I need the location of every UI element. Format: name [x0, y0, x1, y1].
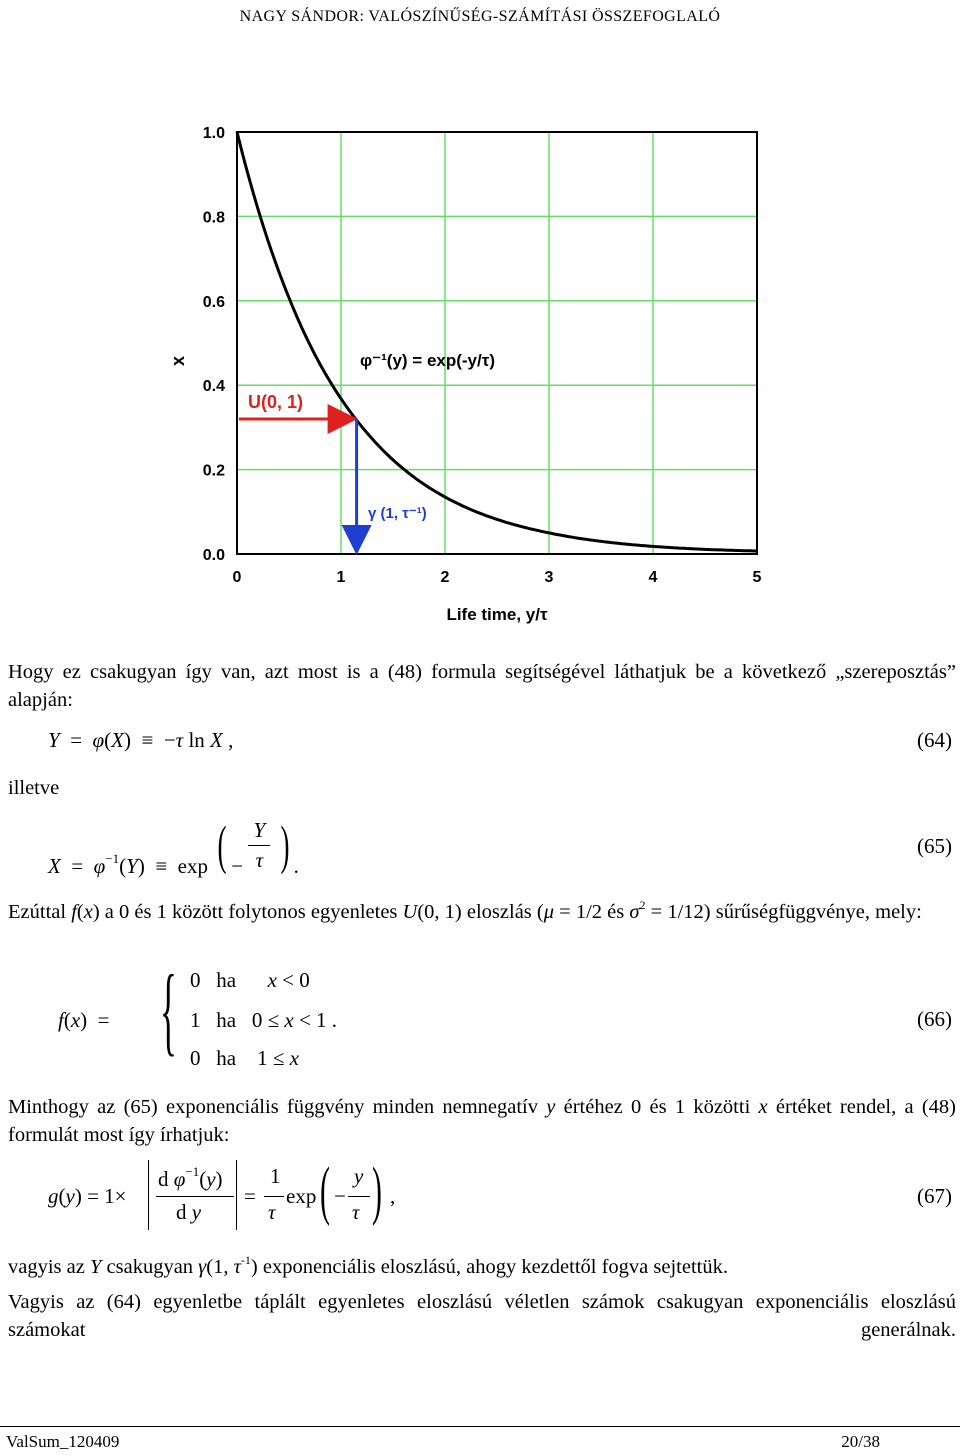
exponential-curve-figure [160, 110, 780, 640]
equation-65: $X = \varphi^{-1}(Y) \equiv \exp$ ( − $\frac{Y}{\tau}$ ) . [48, 815, 299, 878]
x-tick-labels [233, 569, 762, 586]
footer-doc-id: ValSum_120409 [6, 1432, 120, 1451]
gamma-label: γ (1, τ⁻¹) [368, 505, 427, 522]
x-tick-0: 0 [232, 569, 242, 586]
x-tick-3: 3 [544, 569, 554, 586]
y-tick-0.6: 0.6 [202, 293, 225, 311]
y-tick-labels [203, 125, 225, 564]
footer-page-number: 20/38 [841, 1432, 880, 1451]
y-tick-0.2: 0.2 [202, 462, 225, 480]
footer-divider [0, 1426, 960, 1427]
equation-66-number: (66) [917, 1007, 952, 1031]
x-tick-1: 1 [336, 569, 346, 586]
y-axis-label: x [168, 355, 188, 366]
paragraph-5: Vagyis az (64) egyenletbe táplált egyenletes eloszlású véletlen számok csakugyan exponenciális eloszlású számokat generálnak. [8, 1291, 956, 1341]
paragraph-1: Hogy ez csakugyan így van, azt most is a (48) formula segítségével láthatjuk be a következő „szereposztás” alapján: [8, 661, 956, 711]
chart-grid [237, 132, 757, 554]
paragraph-2: Ezúttal f(x) a 0 és 1 között folytonos egyenletes U(0, 1) eloszlás (μ = 1/2 és $\sigma^2 = 1/12$) sűrűségfüggvénye, mely: [8, 898, 922, 923]
equation-64: Y = φ(X) ≡ −τ ln X , [48, 728, 234, 752]
y-tick-0.0: 0.0 [202, 547, 225, 564]
plot-frame [237, 132, 757, 554]
header-author: NAGY SÁNDOR [239, 8, 360, 25]
paragraph-3: Minthogy az (65) exponenciális függvény minden nemnegatív y értéhez 0 és 1 közötti x értéket rendel, a (48) formulát most így írhatjuk: [8, 1096, 956, 1146]
equation-67-number: (67) [917, 1184, 952, 1208]
y-tick-0.8: 0.8 [202, 209, 225, 227]
equation-64-number: (64) [917, 728, 952, 752]
curve-label: φ⁻¹(y) = exp(-y/τ) [360, 351, 495, 370]
y-tick-1.0: 1.0 [202, 125, 225, 142]
x-tick-2: 2 [440, 569, 450, 586]
x-tick-5: 5 [752, 569, 762, 586]
equation-67: g(y) = 1× d $\varphi^{-1}(y)$ d y = 1 τ exp ( − y τ ) , [48, 1164, 448, 1234]
page-header: NAGY SÁNDOR: VALÓSZÍNŰSÉG-SZÁMÍTÁSI ÖSSZEFOGLALÓ [239, 8, 721, 25]
x-tick-4: 4 [648, 569, 658, 586]
exp-decay-curve [237, 132, 757, 551]
y-tick-0.4: 0.4 [202, 378, 225, 396]
equation-65-number: (65) [917, 834, 952, 858]
paragraph-4: vagyis az Y csakugyan γ(1, $\tau^{-1}$) exponenciális eloszlású, ahogy kezdettől fogva sejtettük. [8, 1253, 728, 1278]
uniform-label: U(0, 1) [248, 392, 304, 412]
header-title: VALÓSZÍNŰSÉG-SZÁMÍTÁSI ÖSSZEFOGLALÓ [368, 8, 721, 25]
illetve-text: illetve [8, 777, 60, 799]
x-axis-label: Life time, y/τ [446, 605, 548, 624]
